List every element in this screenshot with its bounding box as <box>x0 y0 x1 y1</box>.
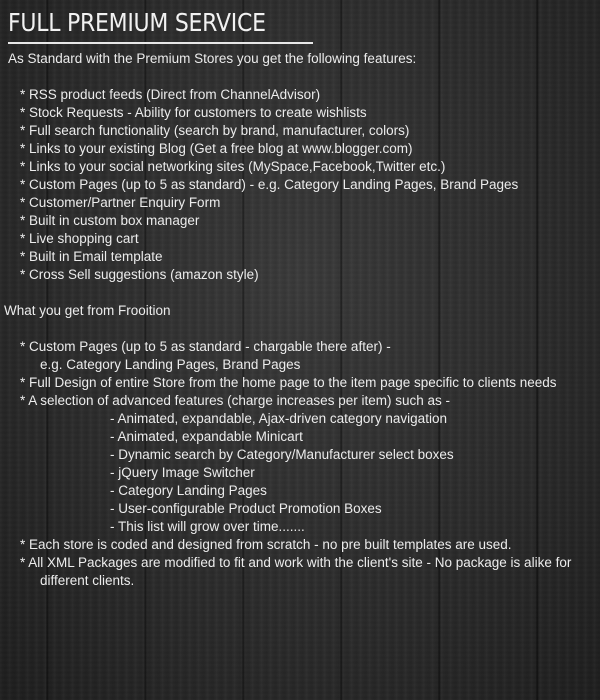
frooition-advanced-intro: * A selection of advanced features (charge increases per item) such as - <box>20 393 450 408</box>
advanced-item-dynamic-search: - Dynamic search by Category/Manufacturer select boxes <box>110 447 454 462</box>
feature-social-links: * Links to your social networking sites (MySpace,Facebook,Twitter etc.) <box>20 159 446 174</box>
feature-cross-sell: * Cross Sell suggestions (amazon style) <box>20 267 259 282</box>
feature-shopping-cart: * Live shopping cart <box>20 231 139 246</box>
advanced-item-image-switcher: - jQuery Image Switcher <box>110 465 255 480</box>
frooition-custom-pages: * Custom Pages (up to 5 as standard - chargable there after) - <box>20 339 391 354</box>
frooition-full-design: * Full Design of entire Store from the home page to the item page specific to clients needs <box>20 375 557 390</box>
advanced-item-promo-boxes: - User-configurable Product Promotion Boxes <box>110 501 382 516</box>
intro-text: As Standard with the Premium Stores you get the following features: <box>8 51 417 66</box>
feature-stock-requests: * Stock Requests - Ability for customers to create wishlists <box>20 105 367 120</box>
section-heading-frooition: What you get from Frooition <box>4 303 171 318</box>
advanced-item-landing-pages: - Category Landing Pages <box>110 483 267 498</box>
advanced-item-list-grows: - This list will grow over time....... <box>110 519 305 534</box>
advanced-item-category-nav: - Animated, expandable, Ajax-driven category navigation <box>110 411 447 426</box>
frooition-xml-packages: * All XML Packages are modified to fit and work with the client's site - No package is alike for <box>20 555 572 570</box>
feature-search: * Full search functionality (search by brand, manufacturer, colors) <box>20 123 410 138</box>
frooition-xml-packages-cont: different clients. <box>40 573 135 588</box>
frooition-custom-pages-cont: e.g. Category Landing Pages, Brand Pages <box>40 357 301 372</box>
feature-custom-pages: * Custom Pages (up to 5 as standard) - e.g. Category Landing Pages, Brand Pages <box>20 177 519 192</box>
feature-email-template: * Built in Email template <box>20 249 163 264</box>
feature-rss: * RSS product feeds (Direct from ChannelAdvisor) <box>20 87 321 102</box>
page-title: FULL PREMIUM SERVICE <box>8 8 266 37</box>
feature-enquiry-form: * Customer/Partner Enquiry Form <box>20 195 221 210</box>
frooition-coded-from-scratch: * Each store is coded and designed from scratch - no pre built templates are used. <box>20 537 512 552</box>
feature-box-manager: * Built in custom box manager <box>20 213 200 228</box>
advanced-item-minicart: - Animated, expandable Minicart <box>110 429 303 444</box>
title-underline <box>8 42 313 44</box>
feature-blog-links: * Links to your existing Blog (Get a free blog at www.blogger.com) <box>20 141 413 156</box>
